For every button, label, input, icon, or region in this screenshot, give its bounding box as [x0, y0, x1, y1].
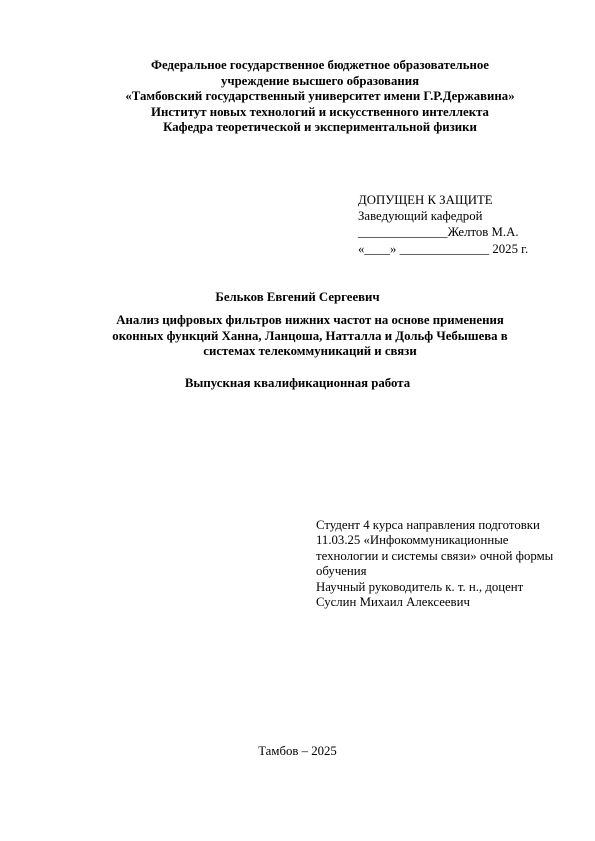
student-line-2: 11.03.25 «Инфокоммуникационные — [316, 533, 509, 548]
title-line-3: системах телекоммуникаций и связи — [203, 344, 417, 359]
institution-header — [80, 58, 560, 136]
thesis-title — [70, 313, 550, 360]
approval-line-2: Заведующий кафедрой — [358, 209, 483, 224]
header-line-1: Федеральное государственное бюджетное образовательное — [151, 58, 489, 72]
city-year-footer: Тамбов – 2025 — [258, 744, 337, 758]
student-line-1: Студент 4 курса направления подготовки — [316, 518, 540, 532]
approval-block — [358, 192, 568, 257]
title-line-2: оконных функций Ханна, Ланцоша, Натталла и Дольф Чебышева в — [112, 328, 508, 343]
header-line-4: Институт новых технологий и искусственного интеллекта — [151, 104, 489, 119]
student-line-3: технологии и системы связи» очной формы — [316, 548, 554, 563]
header-line-2: учреждение высшего образования — [220, 73, 420, 88]
approval-line-4: «____» ______________ 2025 г. — [358, 241, 529, 256]
header-line-5: Кафедра теоретической и экспериментальной физики — [163, 120, 477, 135]
title-line-1: Анализ цифровых фильтров нижних частот на основе применения — [116, 313, 504, 327]
student-info-block — [316, 518, 571, 610]
approval-line-3: ______________Желтов М.А. — [358, 225, 519, 240]
author-name: Бельков Евгений Сергеевич — [215, 290, 380, 304]
approval-line-1: ДОПУЩЕН К ЗАЩИТЕ — [358, 193, 493, 207]
student-line-5: Научный руководитель к. т. н., доцент — [316, 579, 524, 594]
student-line-4: обучения — [316, 564, 367, 579]
header-line-3: «Тамбовский государственный университет имени Г.Р.Державина» — [125, 89, 515, 104]
work-type: Выпускная квалификационная работа — [184, 376, 411, 390]
student-line-6: Суслин Михаил Алексеевич — [316, 595, 470, 610]
